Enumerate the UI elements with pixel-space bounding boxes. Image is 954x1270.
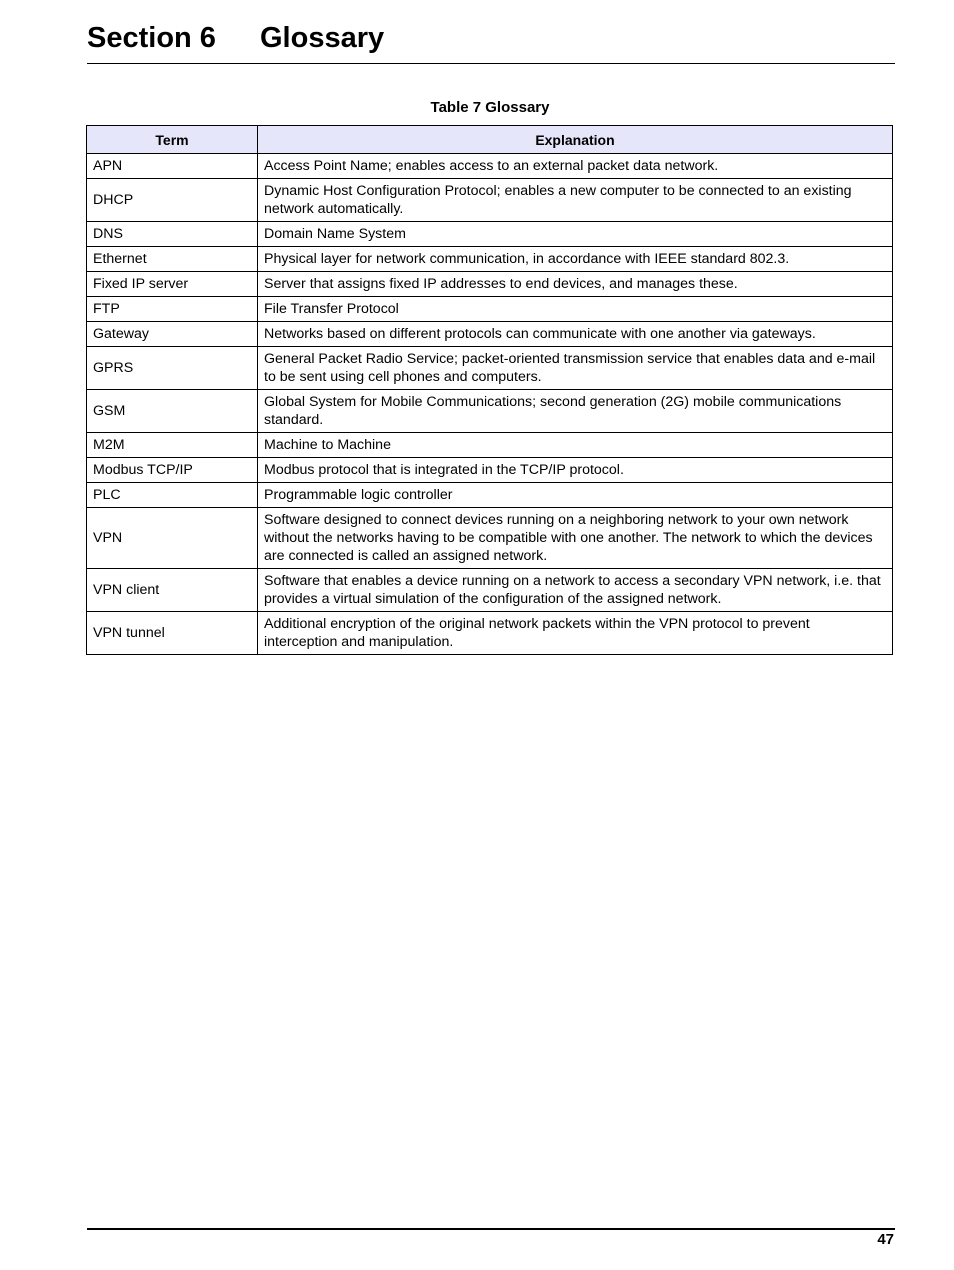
table-caption: Table 7 Glossary: [430, 99, 550, 116]
table-row: [87, 569, 893, 612]
table-row: [87, 322, 893, 347]
term-cell: GSM: [87, 390, 258, 433]
table-row: [87, 272, 893, 297]
explanation-cell: Software that enables a device running on a network to access a secondary VPN network, i.e. that provides a virtual simulation of the configuration of the assigned network.: [258, 569, 893, 612]
section-header: [87, 20, 895, 64]
term-cell: Fixed IP server: [87, 272, 258, 297]
term-cell: Gateway: [87, 322, 258, 347]
term-cell: Ethernet: [87, 247, 258, 272]
table-row: [87, 508, 893, 569]
term-cell: DHCP: [87, 179, 258, 222]
explanation-cell: File Transfer Protocol: [258, 297, 893, 322]
table-row: [87, 179, 893, 222]
section-number: Section 6: [87, 22, 216, 54]
explanation-cell: Programmable logic controller: [258, 483, 893, 508]
term-cell: GPRS: [87, 347, 258, 390]
glossary-table: [86, 125, 893, 655]
explanation-cell: Modbus protocol that is integrated in the TCP/IP protocol.: [258, 458, 893, 483]
column-header-explanation: Explanation: [258, 126, 893, 154]
table-row: [87, 154, 893, 179]
column-header-term: Term: [87, 126, 258, 154]
explanation-cell: Networks based on different protocols can communicate with one another via gateways.: [258, 322, 893, 347]
table-row: [87, 483, 893, 508]
table-row: [87, 222, 893, 247]
table-row: [87, 297, 893, 322]
term-cell: VPN: [87, 508, 258, 569]
page-number: 47: [877, 1231, 894, 1248]
footer-rule: [87, 1228, 895, 1230]
table-row: [87, 390, 893, 433]
term-cell: VPN client: [87, 569, 258, 612]
table-row: [87, 433, 893, 458]
term-cell: DNS: [87, 222, 258, 247]
term-cell: FTP: [87, 297, 258, 322]
explanation-cell: Domain Name System: [258, 222, 893, 247]
term-cell: APN: [87, 154, 258, 179]
explanation-cell: Global System for Mobile Communications; second generation (2G) mobile communications standard.: [258, 390, 893, 433]
explanation-cell: Physical layer for network communication, in accordance with IEEE standard 802.3.: [258, 247, 893, 272]
term-cell: M2M: [87, 433, 258, 458]
table-row: [87, 347, 893, 390]
explanation-cell: Server that assigns fixed IP addresses to end devices, and manages these.: [258, 272, 893, 297]
explanation-cell: Access Point Name; enables access to an external packet data network.: [258, 154, 893, 179]
explanation-cell: General Packet Radio Service; packet-oriented transmission service that enables data and e-mail to be sent using cell phones and computers.: [258, 347, 893, 390]
table-header-row: [87, 126, 893, 154]
term-cell: Modbus TCP/IP: [87, 458, 258, 483]
explanation-cell: Dynamic Host Configuration Protocol; enables a new computer to be connected to an existing network automatically.: [258, 179, 893, 222]
term-cell: VPN tunnel: [87, 612, 258, 655]
table-row: [87, 612, 893, 655]
section-title: Glossary: [260, 22, 385, 54]
explanation-cell: Machine to Machine: [258, 433, 893, 458]
table-row: [87, 458, 893, 483]
table-row: [87, 247, 893, 272]
term-cell: PLC: [87, 483, 258, 508]
explanation-cell: Additional encryption of the original network packets within the VPN protocol to prevent interception and manipulation.: [258, 612, 893, 655]
explanation-cell: Software designed to connect devices running on a neighboring network to your own network without the networks having to be compatible with one another. The network to which the devices are connected is called an assigned network.: [258, 508, 893, 569]
